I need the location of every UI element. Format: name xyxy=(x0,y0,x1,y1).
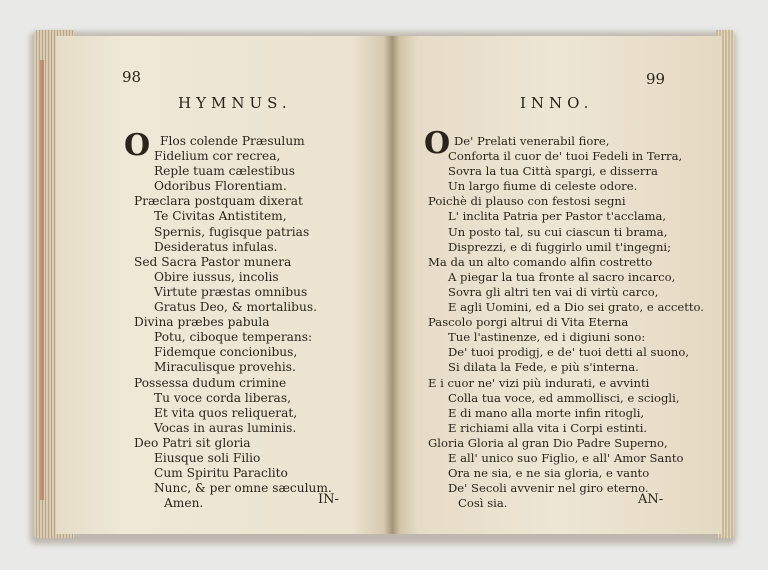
verse-line: L' inclita Patria per Pastor t'acclama, xyxy=(448,209,667,224)
verse-line: Cum Spiritu Paraclito xyxy=(154,466,288,481)
verse-line: Virtute præstas omnibus xyxy=(154,284,308,299)
verse-line: Desideratus infulas. xyxy=(154,239,278,254)
verse-line: Poichè di plauso con festosi segni xyxy=(428,194,626,209)
verse-line: Flos colende Præsulum xyxy=(160,134,305,148)
right-page-number: 99 xyxy=(646,70,666,88)
verse-line: Gloria Gloria al gran Dio Padre Superno, xyxy=(428,435,668,450)
verse-line: Odoribus Florentiam. xyxy=(154,179,287,194)
left-drop-cap: O xyxy=(124,128,151,163)
verse-line: Così sia. xyxy=(458,496,508,511)
verse-line: Præclara postquam dixerat xyxy=(134,194,303,209)
right-drop-cap: O xyxy=(424,126,451,161)
verse-line: E all' unico suo Figlio, e all' Amor Santo xyxy=(448,450,684,465)
left-catchword: IN- xyxy=(318,492,339,507)
verse-line: Te Civitas Antistitem, xyxy=(154,209,287,224)
verse-line: Divina præbes pabula xyxy=(134,315,270,330)
verse-line: Eiusque soli Filio xyxy=(154,450,261,465)
verse-line: Possessa dudum crimine xyxy=(134,375,287,390)
verse-line: Ora ne sia, e ne sia gloria, e vanto xyxy=(448,466,650,481)
verse-line: Colla tua voce, ed ammollisci, e sciogli, xyxy=(448,390,680,405)
verse-line: Sovra gli altri ten vai di virtù carco, xyxy=(448,284,659,299)
right-catchword: AN- xyxy=(638,492,664,507)
book-gutter xyxy=(384,36,400,534)
verse-line: Disprezzi, e di fuggirlo umil t'ingegni; xyxy=(448,239,672,254)
red-edge-stain xyxy=(40,60,44,500)
verse-line: Deo Patri sit gloria xyxy=(134,435,251,450)
left-page xyxy=(56,36,392,534)
verse-line: Tue l'astinenze, ed i digiuni sono: xyxy=(448,330,646,345)
verse-line: E agli Uomini, ed a Dio sei grato, e accetto. xyxy=(448,300,704,315)
verse-line: Si dilata la Fede, e più s'interna. xyxy=(448,360,639,375)
verse-line: De' tuoi prodigj, e de' tuoi detti al suono, xyxy=(448,345,690,360)
verse-line: Amen. xyxy=(164,496,204,511)
verse-line: Ma da un alto comando alfin costretto xyxy=(428,254,653,269)
verse-line: Vocas in auras luminis. xyxy=(154,420,297,435)
verse-line: Sed Sacra Pastor munera xyxy=(134,254,292,269)
verse-line: Tu voce corda liberas, xyxy=(154,390,291,405)
verse-line: Et vita quos reliquerat, xyxy=(154,405,298,420)
verse-line: Fidemque concionibus, xyxy=(154,345,298,360)
verse-line: Conforta il cuor de' tuoi Fedeli in Terra, xyxy=(448,149,683,164)
verse-line: E richiami alla vita i Corpi estinti. xyxy=(448,420,648,435)
right-page-heading: INNO. xyxy=(520,94,594,112)
verse-line: Fidelium cor recrea, xyxy=(154,149,281,164)
verse-line: Un posto tal, su cui ciascun ti brama, xyxy=(448,224,668,239)
left-hymn-text xyxy=(134,134,332,511)
right-inno-text xyxy=(428,134,704,511)
verse-line: Un largo fiume di celeste odore. xyxy=(448,179,638,194)
verse-line: Spernis, fugisque patrias xyxy=(154,224,310,239)
verse-line: Miraculisque provehis. xyxy=(154,360,296,375)
verse-line: Pascolo porgi altrui di Vita Eterna xyxy=(428,315,629,330)
right-page xyxy=(392,36,722,534)
verse-line: Potu, ciboque temperans: xyxy=(154,330,313,345)
verse-line: De' Prelati venerabil fiore, xyxy=(454,134,610,148)
verse-line: Gratus Deo, & mortalibus. xyxy=(154,300,317,315)
left-page-number: 98 xyxy=(122,68,142,86)
verse-line: Sovra la tua Città spargi, e disserra xyxy=(448,164,658,179)
verse-line: E i cuor ne' vizi più indurati, e avvinti xyxy=(428,375,650,390)
verse-line: E di mano alla morte infin ritogli, xyxy=(448,405,645,420)
verse-line: A piegar la tua fronte al sacro incarco, xyxy=(448,269,676,284)
left-page-heading: HYMNUS. xyxy=(178,94,292,112)
verse-line: Reple tuam cælestibus xyxy=(154,164,295,179)
verse-line: Obire iussus, incolis xyxy=(154,269,279,284)
verse-line: De' Secoli avvenir nel giro eterno. xyxy=(448,481,649,496)
verse-line: Nunc, & per omne sæculum. xyxy=(154,481,332,496)
